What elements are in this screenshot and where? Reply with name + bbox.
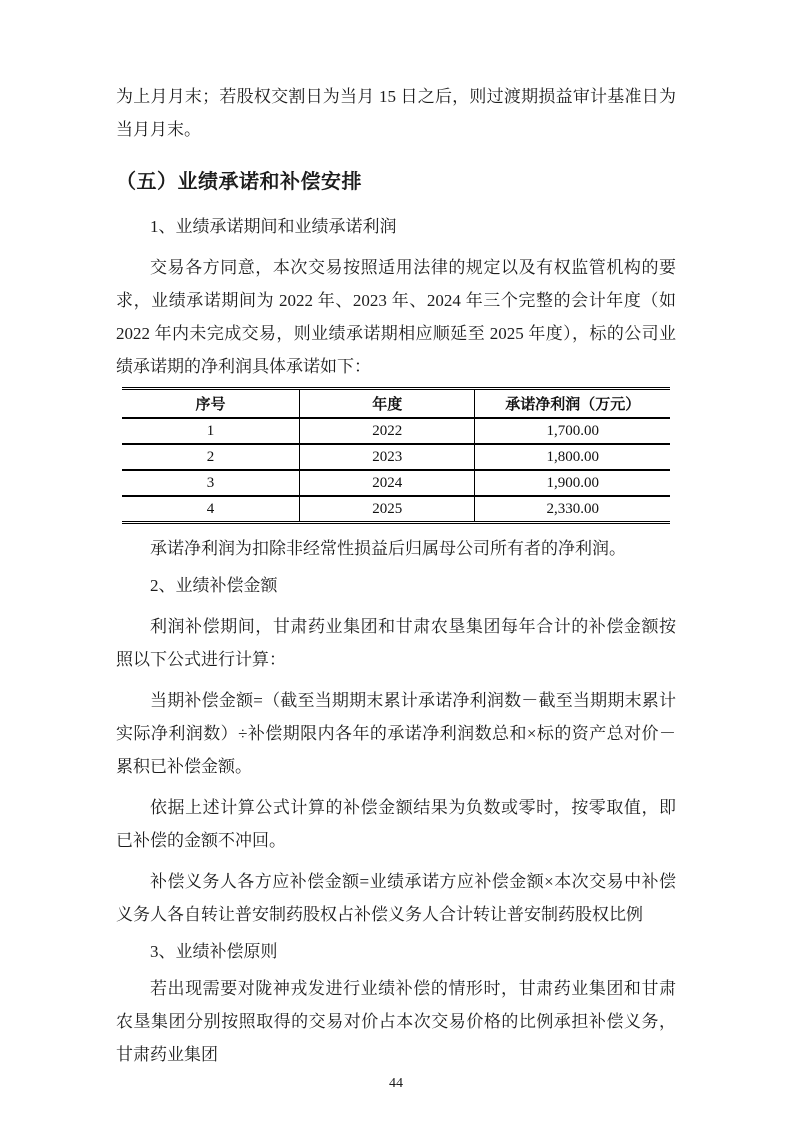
paragraph-compensation-principle: 若出现需要对陇神戎发进行业绩补偿的情形时，甘肃药业集团和甘肃农垦集团分别按照取得的交易对价占本次交易价格的比例承担补偿义务，甘肃药业集团 [116, 979, 676, 1064]
page-number: 44 [389, 1076, 403, 1091]
table-cell-seq: 3 [122, 470, 300, 496]
table-cell-seq: 2 [122, 444, 300, 470]
paragraph-compensation-intro: 利润补偿期间，甘肃药业集团和甘肃农垦集团每年合计的补偿金额按照以下公式进行计算： [116, 617, 676, 669]
table-cell-seq: 4 [206, 500, 215, 517]
table-header-row [122, 389, 670, 419]
table-cell-seq: 1 [122, 418, 300, 444]
paragraph-compensation-formula: 当期补偿金额=（截至当期期末累计承诺净利润数－截至当期期末累计实际净利润数）÷补偿期限内各年的承诺净利润数总和×标的资产总对价－累积已补偿金额。 [116, 691, 676, 776]
table-row [122, 496, 670, 523]
table-header-year: 年度 [300, 389, 475, 419]
sub-heading-1: 1、业绩承诺期间和业绩承诺利润 [150, 217, 397, 236]
paragraph-commitment-period: 交易各方同意，本次交易按照适用法律的规定以及有权监管机构的要求，业绩承诺期间为 2022 年、2023 年、2024 年三个完整的会计年度（如 2022 年内未完成交易，则业绩承诺期相应顺延至 2025 年度），标的公司业绩承诺期的净利润具体承诺如下： [116, 258, 676, 376]
paragraph-zero-value-rule: 依据上述计算公式计算的补偿金额结果为负数或零时，按零取值，即已补偿的金额不冲回。 [116, 798, 676, 850]
continuation-paragraph: 为上月月末；若股权交割日为当月 15 日之后，则过渡期损益审计基准日为当月月末。 [116, 87, 676, 139]
committed-profit-table [122, 387, 670, 524]
sub-heading-2: 2、业绩补偿金额 [150, 576, 278, 595]
table-cell-year: 2022 [300, 418, 475, 444]
table-cell-year: 2025 [300, 496, 475, 523]
table-header-seq: 序号 [122, 389, 300, 419]
table-row [122, 418, 670, 444]
table-cell-year: 2024 [300, 470, 475, 496]
table-cell-profit: 1,800.00 [475, 444, 670, 470]
table-header-profit: 承诺净利润（万元） [475, 389, 670, 419]
section-heading: （五）业绩承诺和补偿安排 [116, 171, 362, 193]
table-cell-year: 2023 [300, 444, 475, 470]
paragraph-net-profit-definition: 承诺净利润为扣除非经常性损益后归属母公司所有者的净利润。 [150, 539, 626, 558]
paragraph-obligor-share-formula: 补偿义务人各方应补偿金额=业绩承诺方应补偿金额×本次交易中补偿义务人各自转让普安制药股权占补偿义务人合计转让普安制药股权比例 [116, 872, 676, 924]
table-row [122, 470, 670, 496]
table-row [122, 444, 670, 470]
table-cell-profit: 1,900.00 [475, 470, 670, 496]
table-cell-profit: 1,700.00 [475, 418, 670, 444]
table-cell-profit: 2,330.00 [475, 496, 670, 523]
sub-heading-3: 3、业绩补偿原则 [150, 942, 278, 961]
